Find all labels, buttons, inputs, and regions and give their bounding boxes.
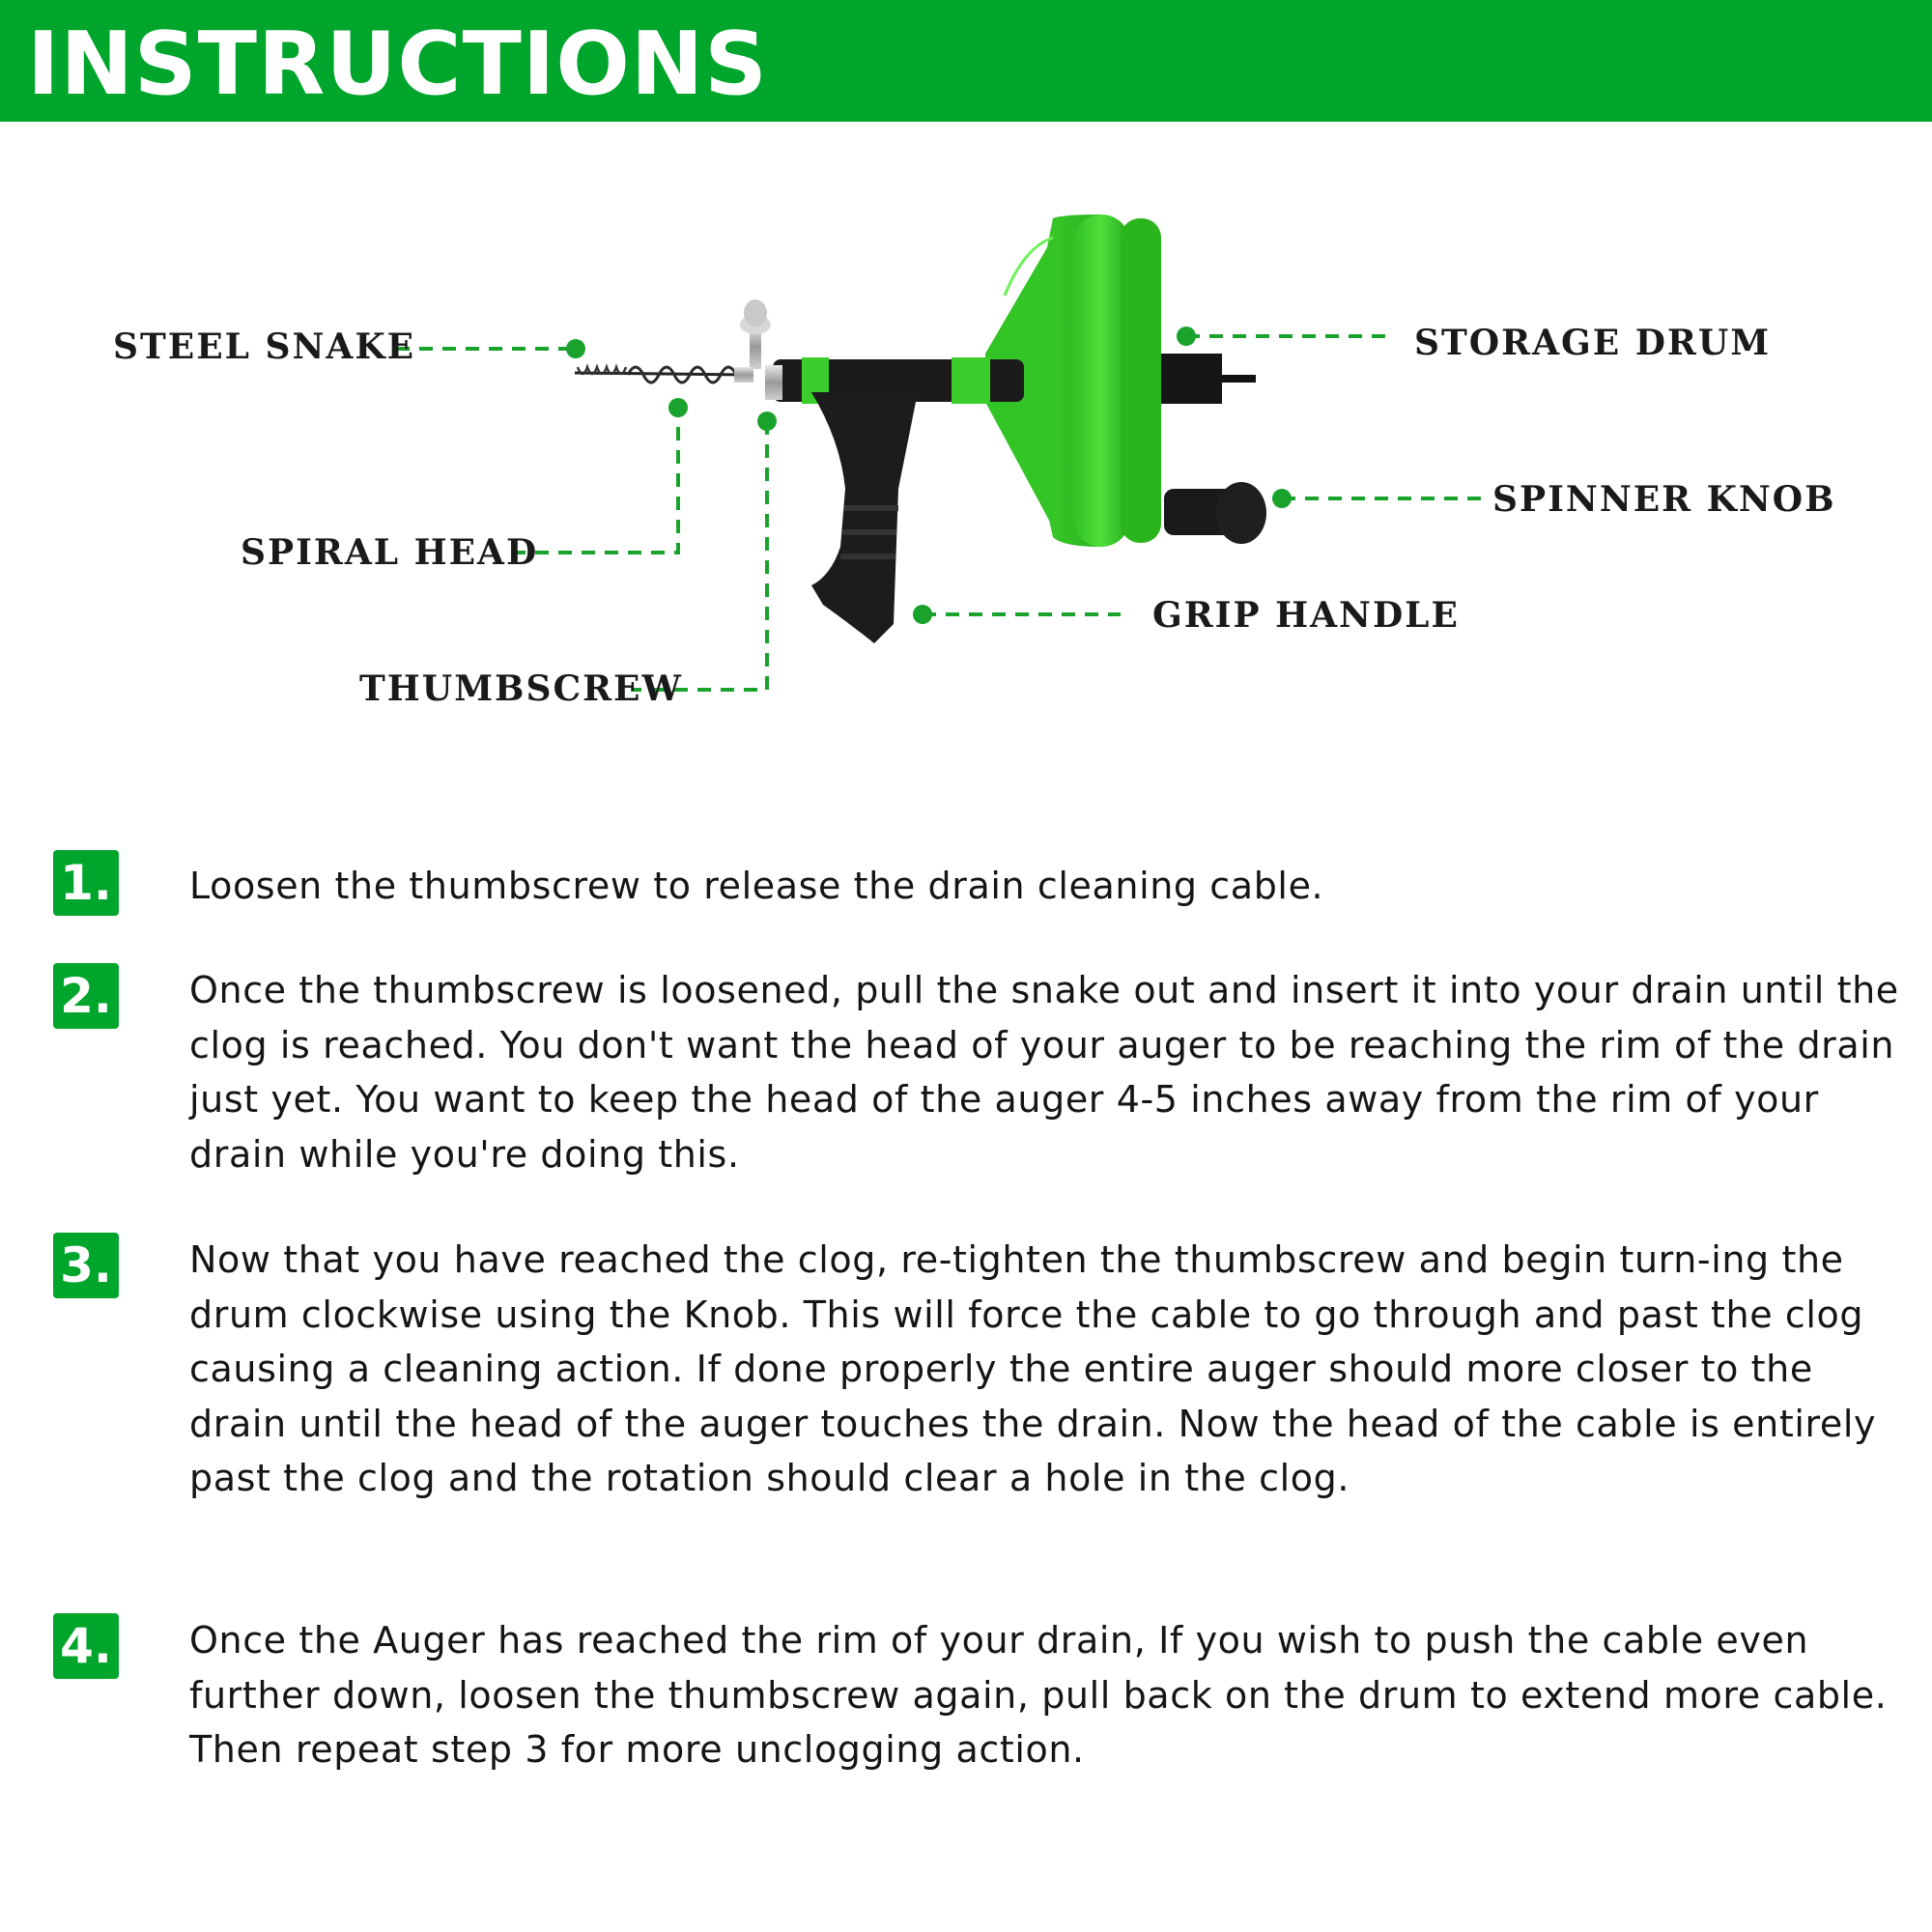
- thumbscrew-icon: [740, 299, 771, 369]
- step-text: Now that you have reached the clog, re-tighten the thumbscrew and begin turn-ing the drum clockwise using the Knob. This will force the cable to go through and past the clog causing a cleaning action. If done properly the entire auger should more closer to the drain until the head of the auger touches the drain. Now the head of the cable is entirely past the clog and the rotation should clear a hole in the clog.: [189, 1238, 1877, 1499]
- label-storage-drum: STORAGE DRUM: [1414, 323, 1772, 363]
- page-title: INSTRUCTIONS: [27, 14, 768, 115]
- header-bar: [0, 0, 1932, 122]
- label-steel-snake: STEEL SNAKE: [113, 327, 416, 367]
- step-text: Once the Auger has reached the rim of your drain, If you wish to push the cable even further down, loosen the thumbscrew again, pull back on the drum to extend more cable. Then repeat step 3 for more unclogging action.: [189, 1619, 1888, 1771]
- drain-auger-illustration: [0, 122, 1932, 798]
- step-text: Once the thumbscrew is loosened, pull the snake out and insert it into your drain until the clog is reached. You don't want the head of your auger to be reaching the rim of the drain just yet. You want to keep the head of the auger 4-5 inches away from the rim of your drain while you're doing this.: [189, 969, 1899, 1176]
- label-thumbscrew: THUMBSCREW: [359, 668, 683, 709]
- step-text: Loosen the thumbscrew to release the drain cleaning cable.: [189, 865, 1324, 907]
- label-spinner-knob: SPINNER KNOB: [1492, 479, 1836, 520]
- label-spiral-head: SPIRAL HEAD: [241, 532, 539, 573]
- step-number-badge: 2.: [53, 963, 119, 1029]
- step-number-badge: 4.: [53, 1613, 119, 1679]
- step-number-badge: 1.: [53, 850, 119, 916]
- spinner-knob-icon: [1164, 482, 1266, 544]
- grip-handle-icon: [811, 392, 918, 643]
- step-number-badge: 3.: [53, 1233, 119, 1298]
- steel-snake-icon: [575, 367, 753, 383]
- label-grip-handle: GRIP HANDLE: [1152, 595, 1460, 636]
- product-diagram: [0, 122, 1932, 798]
